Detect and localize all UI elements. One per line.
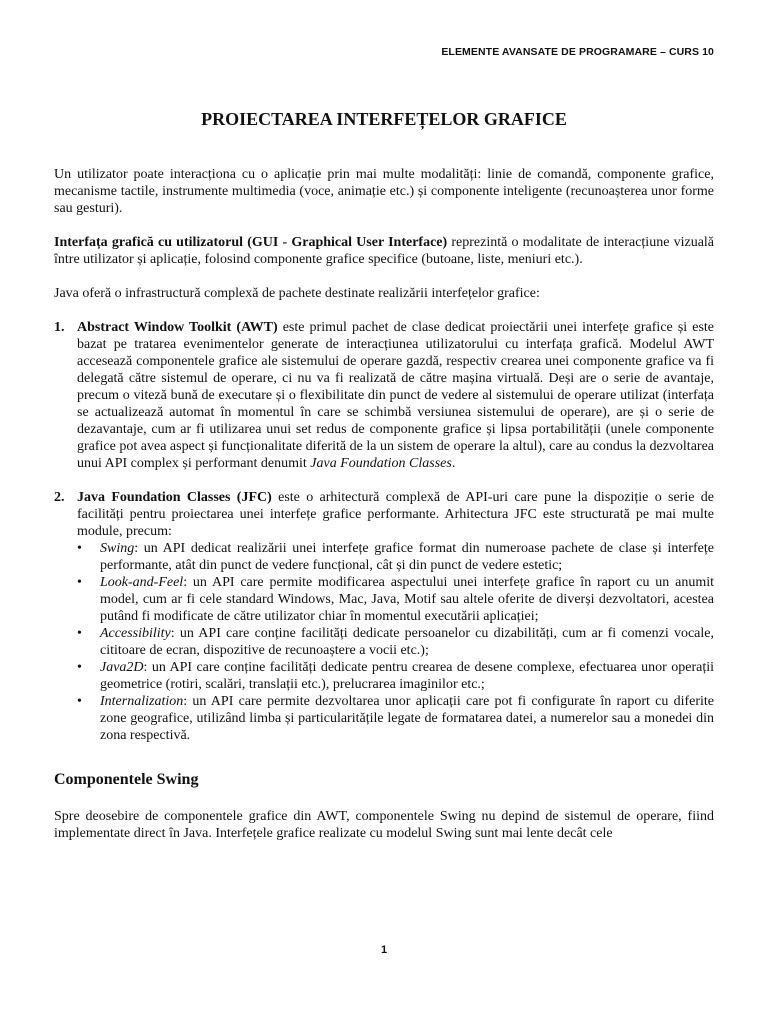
module-name: Java2D: [100, 660, 144, 675]
module-desc: : un API care permite dezvoltarea unor aplicații care pot fi configurate în raport cu diferite zone geografice, utilizând limba și particularitățile legate de formatarea datei, a numerelor sau a monedei din zona respectivă.: [100, 694, 714, 743]
module-name: Internalization: [100, 694, 184, 709]
bullet-item: [77, 693, 714, 744]
java-intro-paragraph: Java oferă o infrastructură complexă de pachete destinate realizării interfețelor grafice:: [54, 286, 540, 301]
document-body: [54, 108, 714, 859]
page-title: PROIECTAREA INTERFEȚELOR GRAFICE: [201, 109, 567, 129]
intro-paragraph: Un utilizator poate interacționa cu o aplicație prin mai multe modalități: linie de comandă, componente grafice, mecanisme tactile, instrumente multimedia (voce, animație etc.) și componente inteligente (recunoașterea unor forme sau gesturi).: [54, 167, 714, 216]
module-desc: : un API care conține facilități dedicate persoanelor cu dizabilități, cum ar fi comenzi vocale, cititoare de ecran, dispozitive de recunoaștere a vocii etc.);: [100, 626, 714, 658]
gui-term: Interfața grafică cu utilizatorul (GUI - Graphical User Interface): [54, 235, 448, 250]
bullet-icon: •: [77, 541, 82, 556]
list-number: 1.: [54, 320, 65, 335]
module-name: Look-and-Feel: [100, 575, 184, 590]
awt-text: este primul pachet de clase dedicat proiectării unei interfețe grafice și este bazat pe tratarea evenimentelor generate de interacțiunea utilizatorului cu interfața grafică. Modelul AWT accesează componentele grafice ale sistemului de operare gazdă, respectiv crearea unei componente grafice va fi delegată către sistemul de operare, ci nu va fi realizată de către mașina virtuală. Deși are o serie de avantaje, precum o viteză bună de executare și o flexibilitate din punct de vedere al sistemului de operare utilizat (interfața se actualizează automat în momentul în care se schimbă versiunea sistemului de operare), are și o serie de dezavantaje, cum ar fi utilizarea unui set redus de componente grafice și lipsa portabilității (unele componente grafice pot avea aspect și funcționalitate diferită de la un sistem de operare la altul), care au condus la dezvoltarea unui API complex și performant denumit: [77, 320, 714, 471]
bullet-item: [77, 659, 714, 693]
gui-text: reprezintă o modalitate de interacțiune vizuală între utilizator și aplicație, folosind componente grafice specifice (butoane, liste, meniuri etc.).: [54, 235, 715, 267]
gui-paragraph: [54, 234, 714, 268]
page-number: 1: [380, 944, 388, 956]
bullet-item: [77, 574, 714, 625]
bullet-icon: •: [77, 694, 82, 709]
module-desc: : un API dedicat realizării unei interfețe grafice format din numeroase pachete de clase și interfețe performante, atât din punct de vedere funcțional, cât și din punct de vedere estetic;: [100, 541, 714, 573]
numbered-list: [54, 319, 714, 744]
jfc-text: este o arhitectură complexă de API-uri care pune la dispoziție o serie de facilități pentru proiectarea unei interfețe grafice performante. Arhitectura JFC este structurată pe mai multe module, precum:: [77, 490, 714, 539]
swing-paragraph: Spre deosebire de componentele grafice din AWT, componentele Swing nu depind de sistemul de operare, fiind implementate direct în Java. Interfețele grafice realizate cu modelul Swing sunt mai lente decât cele: [54, 809, 714, 841]
page-header: ELEMENTE AVANSATE DE PROGRAMARE – CURS 10: [441, 46, 714, 58]
bullet-icon: •: [77, 626, 82, 641]
awt-jfc-ref: Java Foundation Classes: [310, 456, 452, 471]
list-number: 2.: [54, 490, 65, 505]
awt-end: .: [451, 456, 456, 471]
bullet-item: [77, 540, 714, 574]
bullet-icon: •: [77, 575, 82, 590]
list-item-jfc: [54, 489, 714, 744]
module-name: Swing: [100, 541, 135, 556]
module-name: Accessibility: [100, 626, 171, 641]
module-desc: : un API care permite modificarea aspectului unei interfețe grafice în raport cu un anumit model, cum ar fi cele standard Windows, Mac, Java, Motif sau altele oferite de diverși dezvoltatori, acestea putând fi modificate de către utilizator chiar în momentul executării aplicației;: [100, 575, 714, 624]
section-heading: Componentele Swing: [54, 771, 199, 788]
bullet-icon: •: [77, 660, 82, 675]
jfc-term: Java Foundation Classes (JFC): [77, 490, 272, 505]
jfc-module-list: [77, 540, 714, 744]
module-desc: : un API care conține facilități dedicate pentru crearea de desene complexe, efectuarea unor operații geometrice (rotiri, scalări, translații etc.), prelucrarea imaginilor etc.;: [100, 660, 714, 692]
awt-term: Abstract Window Toolkit (AWT): [77, 320, 278, 335]
list-item-awt: [54, 319, 714, 472]
bullet-item: [77, 625, 714, 659]
